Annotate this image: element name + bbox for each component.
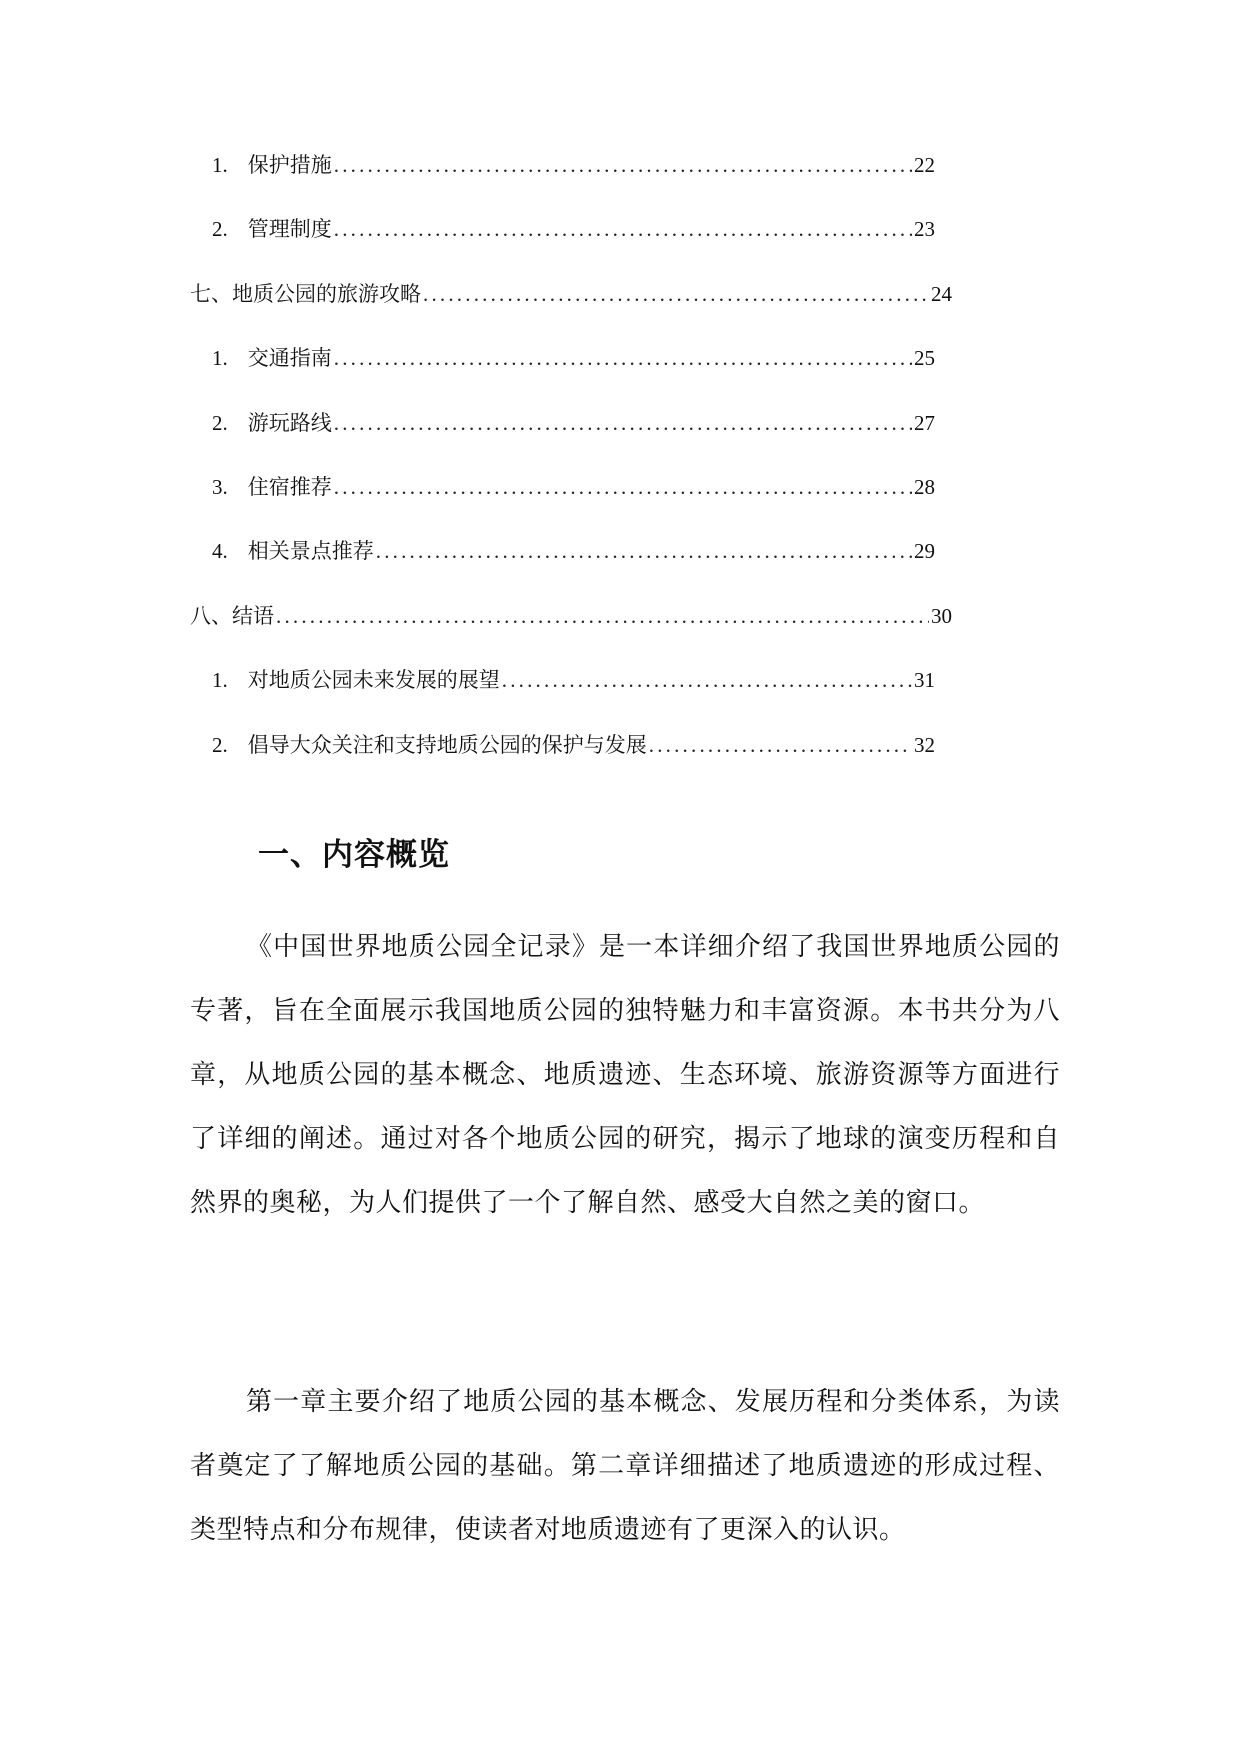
toc-leader-dots — [376, 536, 912, 566]
toc-entry-page: 25 — [914, 346, 935, 370]
toc-leader-dots — [649, 730, 912, 760]
toc-leader-dots — [276, 601, 929, 631]
body-paragraph: 《中国世界地质公园全记录》是一本详细介绍了我国世界地质公园的专著，旨在全面展示我国地质公园的独特魅力和丰富资源。本书共分为八章，从地质公园的基本概念、地质遗迹、生态环境、旅游资源等方面进行了详细的阐述。通过对各个地质公园的研究，揭示了地球的演变历程和自然界的奥秘，为人们提供了一个了解自然、感受大自然之美的窗口。 — [190, 932, 1060, 1218]
toc-entry[interactable] — [212, 408, 935, 438]
toc-entry-number: 4. — [212, 539, 228, 563]
toc-entry-page: 32 — [914, 733, 935, 757]
toc-entry-number: 2. — [212, 411, 228, 435]
toc-entry-label: 对地质公园未来发展的展望 — [247, 668, 500, 692]
body-paragraph: 第一章主要介绍了地质公园的基本概念、发展历程和分类体系，为读者奠定了了解地质公园的基础。第二章详细描述了地质遗迹的形成过程、类型特点和分布规律，使读者对地质遗迹有了更深入的认识。 — [190, 1387, 1060, 1545]
section-heading: 一、内容概览 — [258, 837, 450, 873]
toc-entry-label: 相关景点推荐 — [247, 539, 374, 563]
toc-entry-page: 23 — [914, 217, 935, 241]
toc-entry-label: 住宿推荐 — [247, 475, 332, 499]
toc-leader-dots — [334, 408, 912, 438]
toc-entry-label: 游玩路线 — [247, 411, 332, 435]
toc-entry-number: 1. — [212, 668, 228, 692]
toc-entry[interactable] — [212, 150, 935, 180]
toc-entry[interactable] — [212, 343, 935, 373]
toc-entry[interactable] — [212, 472, 935, 502]
toc-entry-label: 管理制度 — [247, 217, 332, 241]
toc-chapter-entry[interactable] — [190, 601, 952, 631]
toc-entry-page: 31 — [914, 668, 935, 692]
toc-leader-dots — [423, 279, 929, 309]
toc-entry-label: 八、结语 — [190, 604, 274, 628]
toc-entry[interactable] — [212, 665, 935, 695]
toc-entry-page: 29 — [914, 539, 935, 563]
toc-leader-dots — [502, 665, 912, 695]
toc-entry-page: 27 — [914, 411, 935, 435]
toc-entry-page: 22 — [914, 153, 935, 177]
toc-entry-page: 24 — [931, 282, 952, 306]
toc-leader-dots — [334, 214, 912, 244]
toc-entry[interactable] — [212, 214, 935, 244]
toc-leader-dots — [334, 472, 912, 502]
toc-entry-number: 1. — [212, 153, 228, 177]
toc-entry-label: 保护措施 — [247, 153, 332, 177]
toc-entry-label: 七、地质公园的旅游攻略 — [190, 282, 421, 306]
toc-entry-label: 交通指南 — [247, 346, 332, 370]
toc-leader-dots — [334, 343, 912, 373]
toc-entry-label: 倡导大众关注和支持地质公园的保护与发展 — [247, 733, 647, 757]
toc-leader-dots — [334, 150, 912, 180]
toc-entry-number: 1. — [212, 346, 228, 370]
toc-entry-page: 28 — [914, 475, 935, 499]
toc-entry-number: 2. — [212, 733, 228, 757]
toc-entry[interactable] — [212, 536, 935, 566]
toc-entry-page: 30 — [931, 604, 952, 628]
toc-entry[interactable] — [212, 730, 935, 760]
toc-entry-number: 2. — [212, 217, 228, 241]
toc-chapter-entry[interactable] — [190, 279, 952, 309]
toc-entry-number: 3. — [212, 475, 228, 499]
